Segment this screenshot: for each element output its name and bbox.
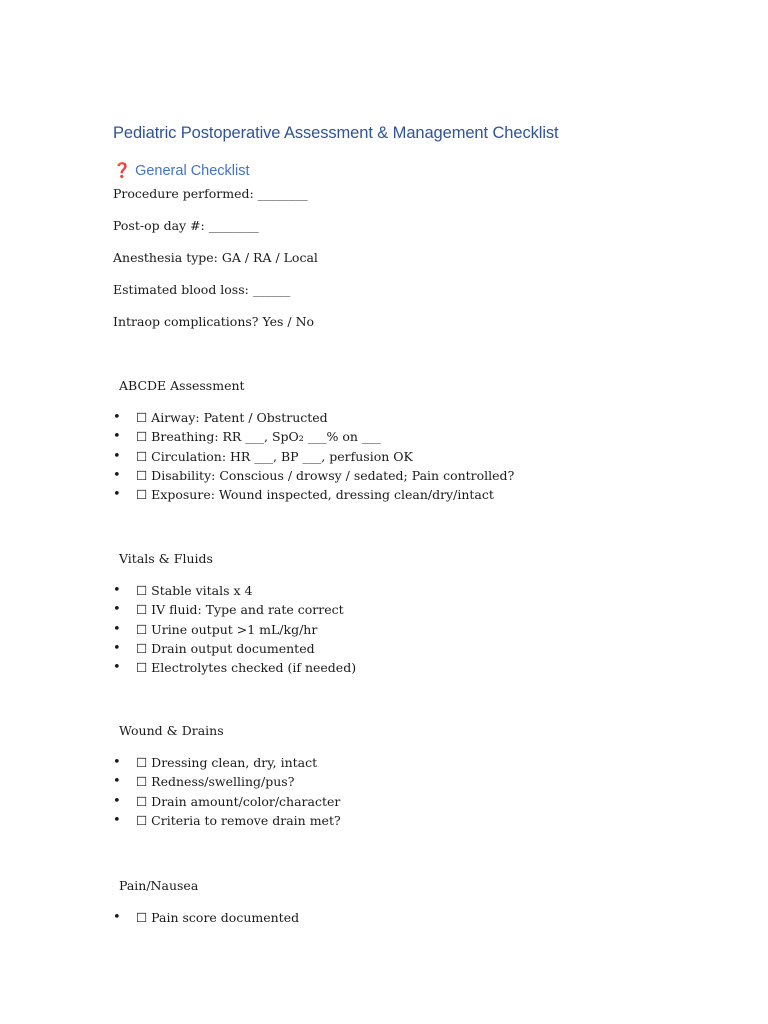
post-op-day-field: Post-op day #: ________ xyxy=(113,218,259,233)
estimated-blood-loss-field: Estimated blood loss: ______ xyxy=(113,282,291,297)
checklist-item-label: ☐ IV fluid: Type and rate correct xyxy=(136,602,344,618)
checklist-item-label: ☐ Dressing clean, dry, intact xyxy=(136,755,318,770)
checklist-item-label: ☐ Urine output >1 mL/kg/hr xyxy=(136,621,318,637)
checklist-item-circulation[interactable] xyxy=(113,447,514,466)
checklist-item-label: ☐ Redness/swelling/pus? xyxy=(136,774,295,790)
bullet-icon: • xyxy=(113,774,121,790)
wound-drains-checklist xyxy=(113,753,341,830)
checklist-item-electrolytes[interactable] xyxy=(113,658,356,677)
pain-nausea-section-heading: Pain/Nausea xyxy=(119,878,199,893)
bullet-icon: • xyxy=(113,429,121,445)
checklist-item-stable-vitals[interactable] xyxy=(113,581,356,600)
vitals-fluids-section-heading: Vitals & Fluids xyxy=(119,551,213,566)
checklist-item-label: ☐ Stable vitals x 4 xyxy=(136,583,253,598)
checklist-item-label: ☐ Electrolytes checked (if needed) xyxy=(136,660,357,676)
checklist-item-urine-output[interactable] xyxy=(113,620,356,639)
checklist-item-label: ☐ Pain score documented xyxy=(136,910,300,925)
checklist-item-redness[interactable] xyxy=(113,772,341,791)
checklist-item-dressing[interactable] xyxy=(113,753,341,772)
checklist-item-label: ☐ Drain output documented xyxy=(136,640,315,656)
intraop-complications-field: Intraop complications? Yes / No xyxy=(113,314,315,329)
bullet-icon: • xyxy=(113,621,121,637)
bullet-icon: • xyxy=(113,448,121,464)
checklist-item-drain-amount[interactable] xyxy=(113,792,341,811)
checklist-item-pain-score[interactable] xyxy=(113,908,299,927)
wound-drains-section-heading: Wound & Drains xyxy=(119,723,224,738)
bullet-icon: • xyxy=(113,602,121,618)
checklist-item-label: ☐ Breathing: RR ___, SpO₂ ___% on ___ xyxy=(136,429,381,445)
bullet-icon: • xyxy=(113,487,121,503)
general-checklist-heading: ❓ General Checklist xyxy=(113,163,250,179)
bullet-icon: • xyxy=(113,793,121,809)
bullet-icon: • xyxy=(113,755,121,770)
checklist-item-disability[interactable] xyxy=(113,466,514,485)
bullet-icon: • xyxy=(113,640,121,656)
checklist-item-drain-output[interactable] xyxy=(113,639,356,658)
bullet-icon: • xyxy=(113,467,121,483)
document-title: Pediatric Postoperative Assessment & Management Checklist xyxy=(113,124,559,142)
bullet-icon: • xyxy=(113,812,121,828)
bullet-icon: • xyxy=(113,910,121,925)
checklist-item-breathing[interactable] xyxy=(113,427,514,446)
bullet-icon: • xyxy=(113,410,121,425)
checklist-item-label: ☐ Drain amount/color/character xyxy=(136,793,341,809)
checklist-item-label: ☐ Exposure: Wound inspected, dressing clean/dry/intact xyxy=(136,487,494,503)
pain-nausea-checklist xyxy=(113,908,299,927)
checklist-item-label: ☐ Disability: Conscious / drowsy / sedated; Pain controlled? xyxy=(136,467,515,483)
checklist-item-airway[interactable] xyxy=(113,408,514,427)
vitals-fluids-checklist xyxy=(113,581,356,677)
anesthesia-type-field: Anesthesia type: GA / RA / Local xyxy=(113,250,318,265)
abcde-section-heading: ABCDE Assessment xyxy=(119,378,245,393)
procedure-performed-field: Procedure performed: ________ xyxy=(113,186,308,201)
checklist-item-exposure[interactable] xyxy=(113,485,514,504)
bullet-icon: • xyxy=(113,583,121,598)
checklist-item-drain-removal[interactable] xyxy=(113,811,341,830)
checklist-item-label: ☐ Criteria to remove drain met? xyxy=(136,812,341,828)
bullet-icon: • xyxy=(113,660,121,676)
checklist-item-iv-fluid[interactable] xyxy=(113,600,356,619)
checklist-item-label: ☐ Circulation: HR ___, BP ___, perfusion OK xyxy=(136,448,413,464)
checklist-item-label: ☐ Airway: Patent / Obstructed xyxy=(136,410,328,425)
abcde-checklist xyxy=(113,408,514,504)
